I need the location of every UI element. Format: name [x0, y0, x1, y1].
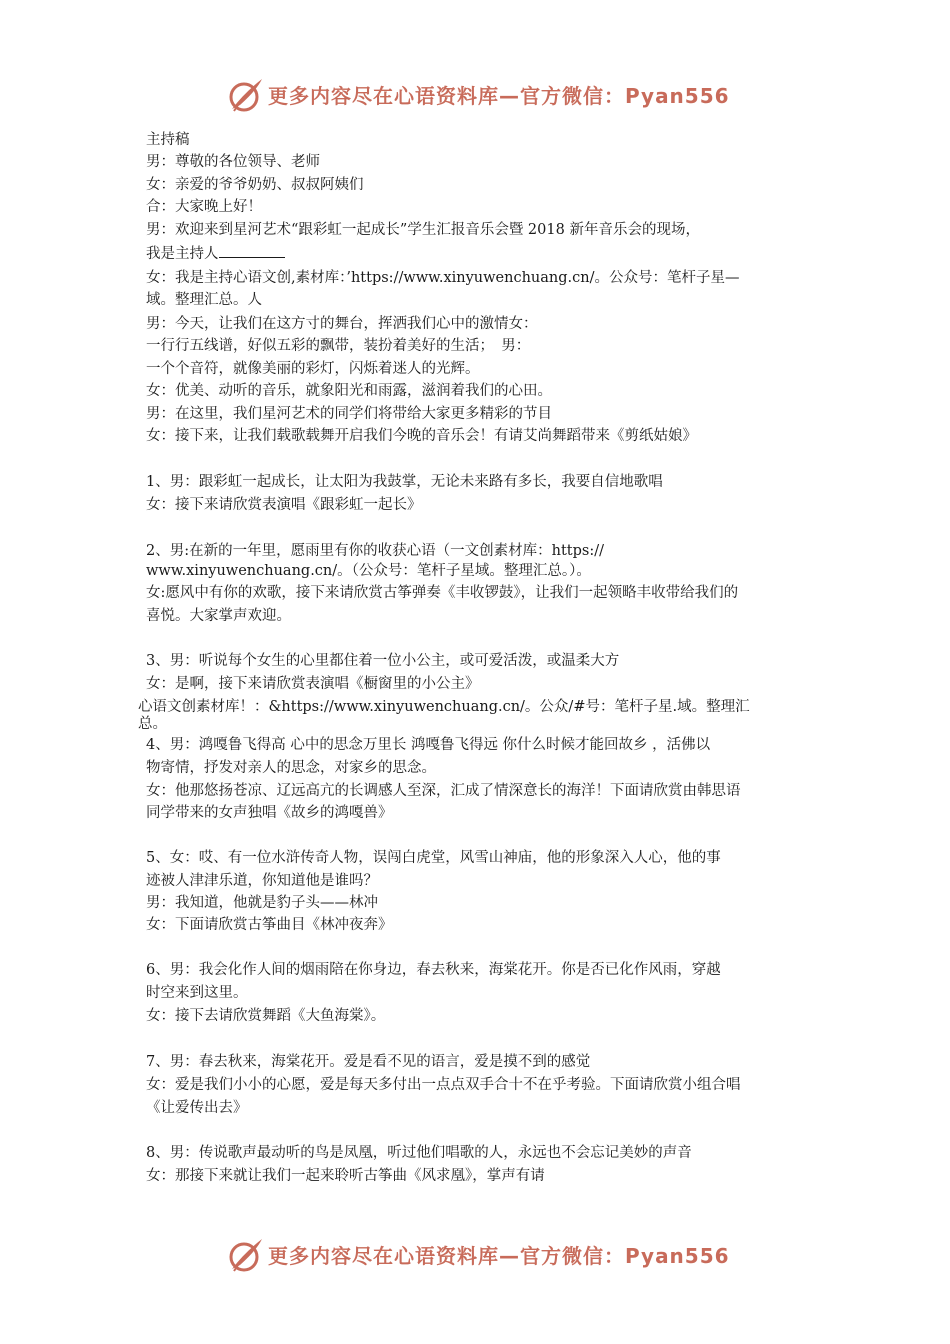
doc-line: 《让爱传出去》 — [146, 1100, 248, 1116]
doc-line: 4、男：鸿嘎鲁飞得高 心中的思念万里长 鸿嘎鲁飞得远 你什么时候才能回故乡 ，活佛以 — [146, 737, 711, 753]
doc-line: 女：接下来，让我们载歌载舞开启我们今晚的音乐会！有请艾尚舞蹈带来《剪纸姑娘》 — [146, 428, 697, 444]
doc-line: 女：爱是我们小小的心愿，爱是每天多付出一点点双手合十不在乎考验。下面请欣赏小组合唱 — [146, 1077, 741, 1093]
doc-line: 男：在这里，我们星河艺术的同学们将带给大家更多精彩的节目 — [146, 406, 552, 422]
doc-line: 男：我知道，他就是豹子头——林冲 — [146, 895, 378, 911]
doc-line: 女：那接下来就让我们一起来聆听古筝曲《风求凰》，掌声有请 — [146, 1168, 545, 1184]
doc-line: 心语文创素材库！：&https://www.xinyuwenchuang.cn/。公众/#号：笔杆子星.域。整理汇 — [138, 699, 750, 715]
doc-line: www.xinyuwenchuang.cn/。（公众号：笔杆子星域。整理汇总。）。 — [146, 563, 591, 579]
doc-line: 女：我是主持心语文创,素材库：’https://www.xinyuwenchuang.cn/。公众号：笔杆子星— — [146, 270, 740, 286]
doc-line: 合：大家晚上好！ — [146, 199, 262, 215]
header-watermark-text: 更多内容尽在心语资料库—官方微信：Pyan556 — [268, 84, 730, 108]
doc-line: 总。 — [138, 716, 167, 732]
doc-line: 6、男：我会化作人间的烟雨陪在你身边，春去秋来，海棠花开。你是否已化作风雨，穿越 — [146, 962, 721, 978]
doc-line: 迹被人津津乐道，你知道他是谁吗？ — [146, 873, 378, 889]
quill-logo-icon — [226, 1235, 266, 1275]
doc-line: 同学带来的女声独唱《故乡的鸿嘎兽》 — [146, 805, 393, 821]
doc-line: 女：下面请欣赏古筝曲目《林冲夜奔》 — [146, 917, 393, 933]
doc-line: 男：今天，让我们在这方寸的舞台，挥洒我们心中的激情女： — [146, 316, 538, 332]
doc-line: 物寄情，抒发对亲人的思念，对家乡的思念。 — [146, 760, 436, 776]
doc-line: 男：尊敬的各位领导、老师 — [146, 154, 320, 170]
doc-line: 时空来到这里。 — [146, 985, 248, 1001]
doc-line: 一行行五线谱，好似五彩的飘带，装扮着美好的生活； 男： — [146, 338, 531, 354]
doc-line-text: 我是主持人 — [146, 246, 219, 262]
doc-line: 喜悦。大家掌声欢迎。 — [146, 608, 291, 624]
doc-line: 男：欢迎来到星河艺术“跟彩虹一起成长”学生汇报音乐会暨 2018 新年音乐会的现场， — [146, 222, 700, 238]
doc-line: 5、女：哎、有一位水浒传奇人物，误闯白虎堂，风雪山神庙，他的形象深入人心，他的事 — [146, 850, 721, 866]
doc-line: 女：接下去请欣赏舞蹈《大鱼海棠》。 — [146, 1008, 386, 1024]
doc-line: 女：接下来请欣赏表演唱《跟彩虹一起长》 — [146, 497, 422, 513]
doc-title: 主持稿 — [146, 132, 190, 148]
fill-in-blank — [219, 243, 285, 258]
doc-line: 7、男：春去秋来，海棠花开。爱是看不见的语言，爱是摸不到的感觉 — [146, 1054, 591, 1070]
doc-line: 2、男:在新的一年里，愿雨里有你的收获心语（一文创素材库：https:// — [146, 543, 604, 559]
doc-line: 女：他那悠扬苍凉、辽远高亢的长调感人至深，汇成了情深意长的海洋！下面请欣赏由韩思语 — [146, 783, 741, 799]
footer-watermark-banner — [0, 1232, 950, 1276]
doc-line: 女：是啊，接下来请欣赏表演唱《橱窗里的小公主》 — [146, 676, 480, 692]
doc-line: 域。整理汇总。人 — [146, 292, 262, 308]
doc-line-with-blank — [146, 243, 285, 264]
doc-line: 女：优美、动听的音乐，就象阳光和雨露，滋润着我们的心田。 — [146, 383, 552, 399]
doc-line: 1、男：跟彩虹一起成长，让太阳为我鼓掌，无论未来路有多长，我要自信地歌唱 — [146, 474, 663, 490]
doc-line: 8、男：传说歌声最动听的鸟是凤凰，听过他们唱歌的人，永远也不会忘记美妙的声音 — [146, 1145, 692, 1161]
doc-line: 女：亲爱的爷爷奶奶、叔叔阿姨们 — [146, 177, 364, 193]
doc-line: 一个个音符，就像美丽的彩灯，闪烁着迷人的光辉。 — [146, 361, 480, 377]
doc-line: 女:愿风中有你的欢歌，接下来请欣赏古筝弹奏《丰收锣鼓》，让我们一起领略丰收带给我们的 — [146, 585, 739, 601]
doc-line: 3、男：听说每个女生的心里都住着一位小公主，或可爱活泼，或温柔大方 — [146, 653, 620, 669]
footer-watermark-text: 更多内容尽在心语资料库—官方微信：Pyan556 — [268, 1244, 730, 1268]
